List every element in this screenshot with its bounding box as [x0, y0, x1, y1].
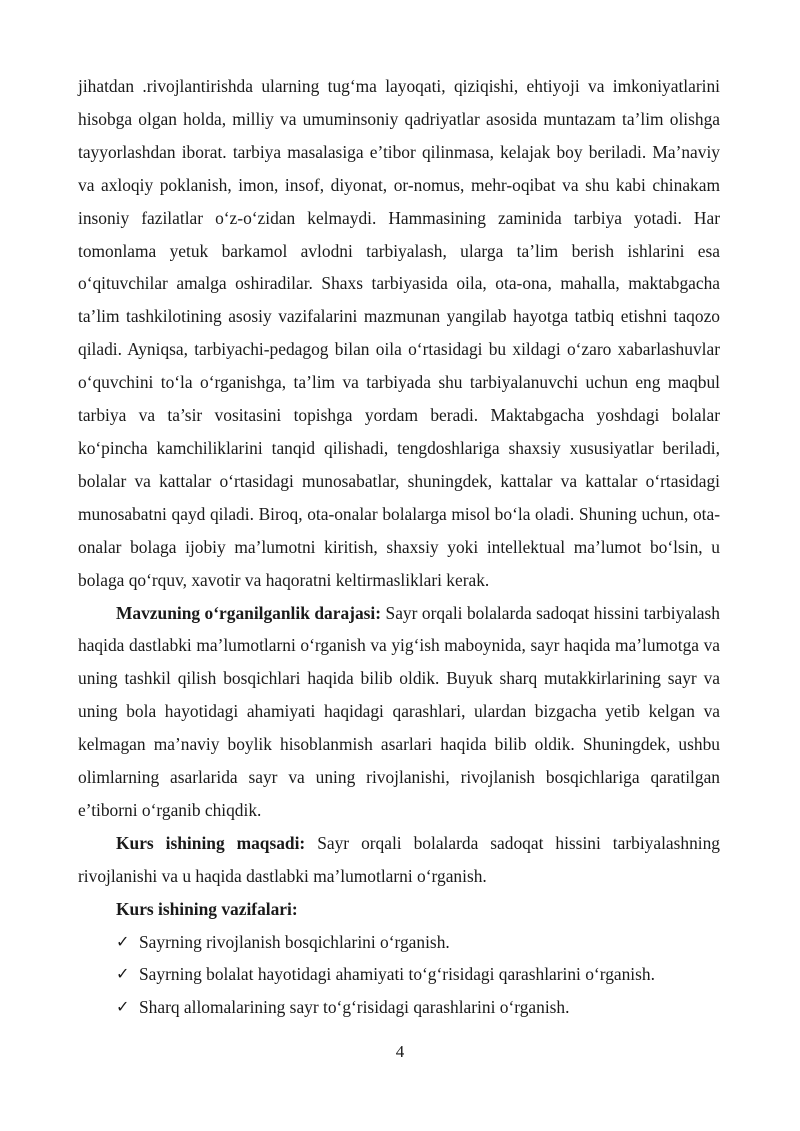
page-number: 4	[395, 1042, 405, 1061]
task-text: Sharq allomalarining sayr to‘g‘risidagi qarashlarini o‘rganish.	[139, 997, 570, 1018]
list-item	[116, 926, 720, 959]
task-text: Sayrning rivojlanish bosqichlarini o‘rganish.	[139, 931, 450, 952]
section-label-study-level: Mavzuning o‘rganilganlik darajasi:	[116, 602, 382, 623]
section-label-goal: Kurs ishining maqsadi:	[116, 832, 306, 853]
list-item	[116, 958, 720, 991]
checkmark-icon: ✓	[116, 931, 130, 951]
paragraph-3-text: Sayr orqali bolalarda sadoqat hissini tarbiyalashning rivojlanishi va u haqida dastlabki ma’lumotlarni o‘rganish.	[78, 832, 721, 886]
task-text: Sayrning bolalat hayotidagi ahamiyati to‘g‘risidagi qarashlarini o‘rganish.	[139, 964, 655, 985]
body-paragraph-1: jihatdan .rivojlantirishda ularning tug‘ma layoqati, qiziqishi, ehtiyoji va imkoniyatlarini hisobga olgan holda, milliy va umuminsoniy qadriyatlar asosida muntazam ta’lim olishga tayyorlashdan iborat. tarbiya masalasiga e’tibor qilinmasa, kelajak boy beriladi. Ma’naviy va axloqiy poklanish, imon, insof, diyonat, or-nomus, mehr-oqibat va shu kabi chinakam insoniy fazilatlar o‘z-o‘zidan kelmaydi. Hammasining zaminida tarbiya yotadi. Har tomonlama yetuk barkamol avlodni tarbiyalash, ularga ta’lim berish ishlarini esa o‘qituvchilar amalga oshiradilar. Shaxs tarbiyasida oila, ota-ona, mahalla, maktabgacha ta’lim tashkilotining asosiy vazifalarini mazmunan yangilab hayotga tatbiq etishni taqozo qiladi. Ayniqsa, tarbiyachi-pedagog bilan oila o‘rtasidagi bu xildagi o‘zaro xabarlashuvlar o‘quvchini to‘la o‘rganishga, ta’lim va tarbiyada shu tarbiyalanuvchi uchun eng maqbul tarbiya va ta’sir vositasini topishga yordam beradi. Maktabgacha yoshdagi bolalar ko‘pincha kamchiliklarini tanqid qilishadi, tengdoshlariga shaxsiy xususiyatlar beriladi, bolalar va kattalar o‘rtasidagi munosabatlar, shuningdek, kattalar va kattalar o‘rtasidagi munosabatni qayd qiladi. Biroq, ota-onalar bolalarga misol bo‘la oladi. Shuning uchun, ota-onalar bolaga ijobiy ma’lumotni kiritish, shaxsiy yoki intellektual ma’lumot bo‘lsin, u bolaga qo‘rquv, xavotir va haqoratni keltirmasliklari kerak.	[78, 76, 720, 590]
tasks-list	[78, 926, 720, 1025]
list-item	[116, 991, 720, 1024]
checkmark-icon: ✓	[116, 964, 130, 984]
paragraph-2-text: Sayr orqali bolalarda sadoqat hissini tarbiyalash haqida dastlabki ma’lumotlarni o‘rganish va yig‘ish maboynida, sayr haqida ma’lumotga va uning tashkil qilish bosqichlari haqida bilib oldik. Buyuk sharq mutakkirlarining sayr va uning bola hayotidagi ahamiyati haqidagi qarashlari, ulardan bizgacha yetib kelgan va kelmagan ma’naviy boylik hisoblanmish asarlari haqida bilib oldik. Shuningdek, ushbu olimlarning asarlarida sayr va uning rivojlanishi, rivojlanish bosqichlariga qaratilgan e’tiborni o‘rganib chiqdik.	[78, 602, 720, 820]
body-paragraph-2	[78, 597, 720, 827]
page-body	[78, 70, 720, 1024]
checkmark-icon: ✓	[116, 997, 130, 1017]
tasks-heading: Kurs ishining vazifalari:	[116, 898, 298, 919]
body-paragraph-3	[78, 827, 720, 893]
